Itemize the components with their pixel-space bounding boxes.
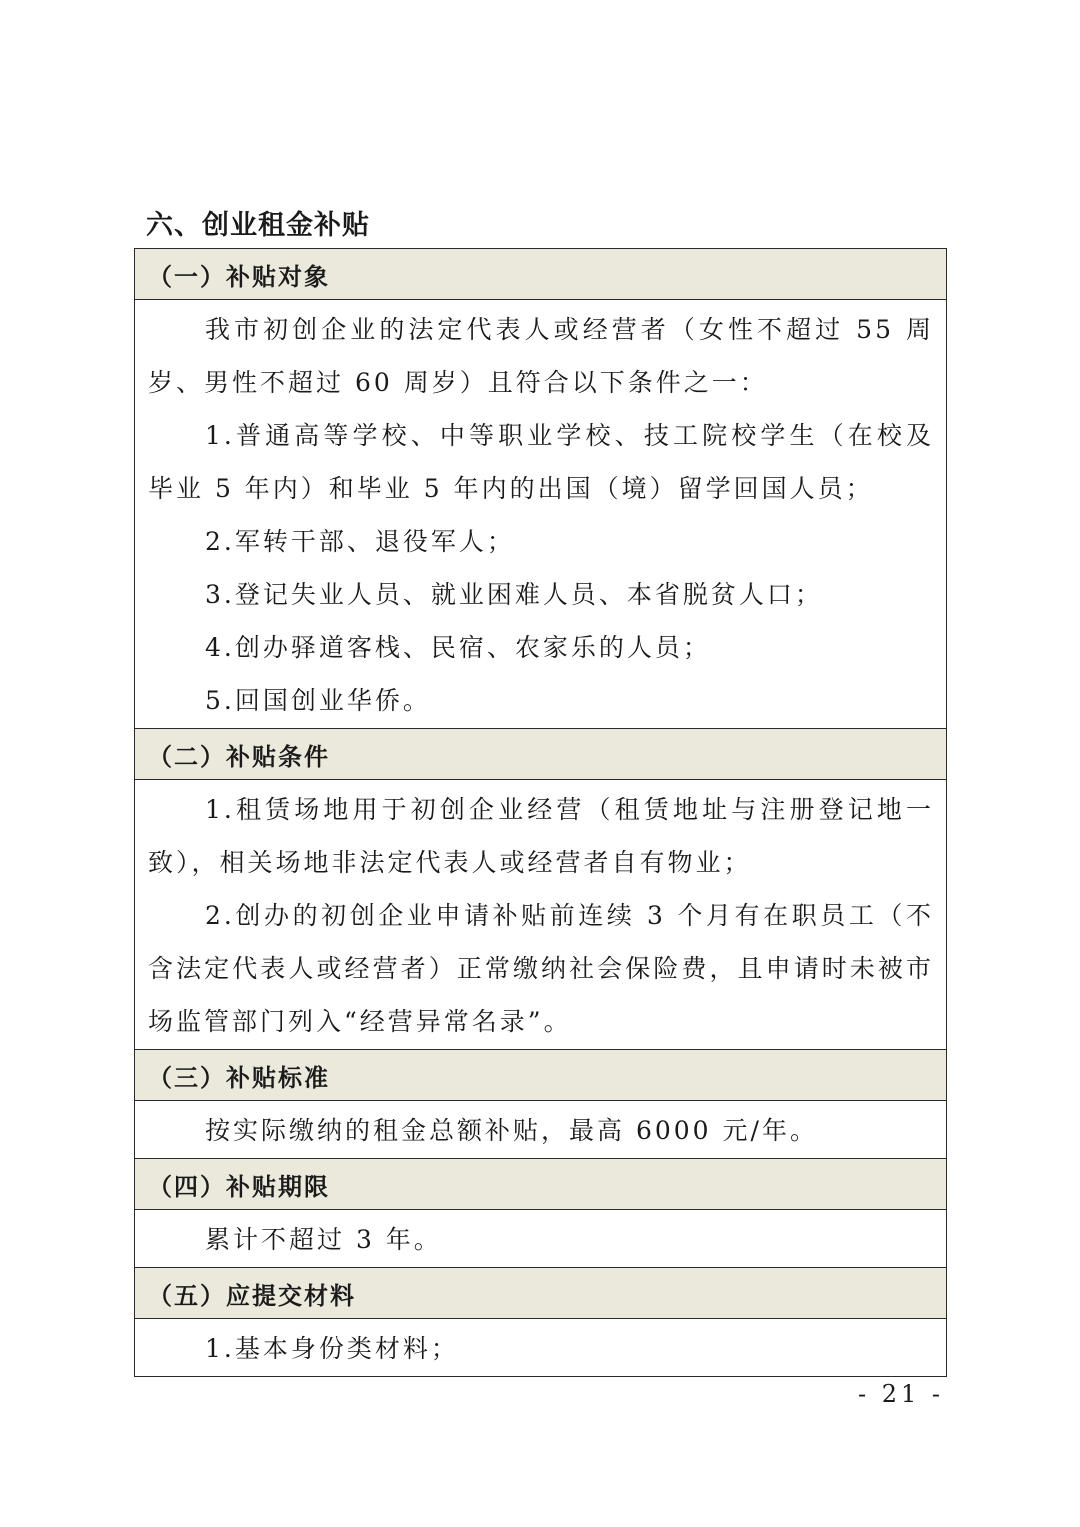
paragraph: 2.军转干部、退役军人；: [205, 527, 515, 556]
paragraph: 累计不超过 3 年。: [205, 1225, 442, 1254]
section-body-row: [135, 1101, 947, 1159]
section-header-row: [135, 729, 947, 780]
section-body-row: [135, 300, 947, 729]
paragraph: 1.基本身份类材料；: [205, 1334, 459, 1363]
section-heading: （二）补贴条件: [135, 729, 947, 780]
paragraph: 按实际缴纳的租金总额补贴，最高 6000 元/年。: [205, 1116, 818, 1145]
section-heading: （三）补贴标准: [135, 1050, 947, 1101]
page-title: 六、创业租金补贴: [146, 210, 370, 241]
section-header-row: [135, 249, 947, 300]
paragraph: 1.普通高等学校、中等职业学校、技工院校学生（在校及毕业 5 年内）和毕业 5 年内的出国（境）留学回国人员；: [148, 421, 934, 503]
subsidy-table: [134, 248, 947, 1377]
section-body-row: [135, 780, 947, 1050]
page-number: - 21 -: [858, 1380, 945, 1408]
paragraph: 1.租赁场地用于初创企业经营（租赁地址与注册登记地一致），相关场地非法定代表人或经营者自有物业；: [148, 795, 934, 877]
section-body: [135, 1319, 947, 1377]
section-body: [135, 1101, 947, 1159]
section-body: [135, 300, 947, 729]
section-body: [135, 780, 947, 1050]
paragraph: 3.登记失业人员、就业困难人员、本省脱贫人口；: [205, 580, 823, 609]
section-heading: （一）补贴对象: [135, 249, 947, 300]
section-body-row: [135, 1319, 947, 1377]
section-body-row: [135, 1210, 947, 1268]
paragraph: 我市初创企业的法定代表人或经营者（女性不超过 55 周岁、男性不超过 60 周岁）且符合以下条件之一：: [148, 315, 934, 397]
paragraph: 5.回国创业华侨。: [205, 686, 431, 715]
section-header-row: [135, 1268, 947, 1319]
paragraph: 2.创办的初创企业申请补贴前连续 3 个月有在职员工（不含法定代表人或经营者）正常缴纳社会保险费，且申请时未被市场监管部门列入“经营异常名录”。: [148, 901, 934, 1036]
section-body: [135, 1210, 947, 1268]
section-heading: （四）补贴期限: [135, 1159, 947, 1210]
section-header-row: [135, 1050, 947, 1101]
paragraph: 4.创办驿道客栈、民宿、农家乐的人员；: [205, 633, 711, 662]
section-header-row: [135, 1159, 947, 1210]
section-heading: （五）应提交材料: [135, 1268, 947, 1319]
